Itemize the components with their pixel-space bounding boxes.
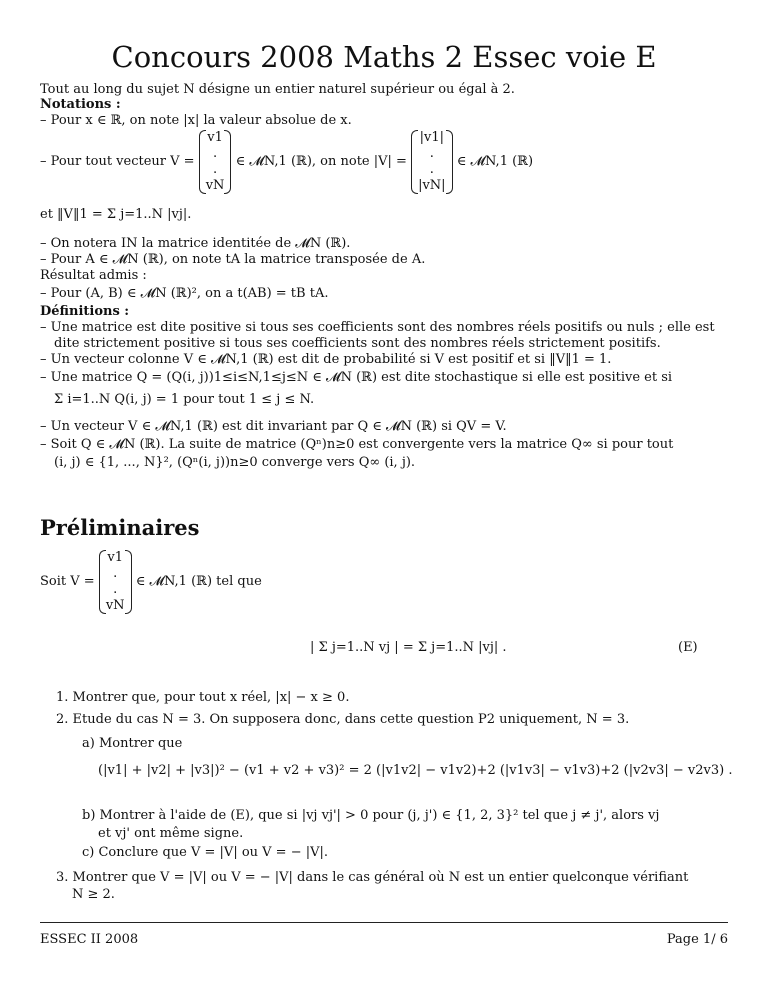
notation-vector-prefix: – Pour tout vecteur V = [40,154,195,169]
definitions-heading: Définitions : [40,304,130,319]
vector-entry: v1 [107,550,123,565]
question-2b-line2: et vj' ont même signe. [98,826,244,841]
vector-entry: . [429,162,434,177]
question-2b-line1: b) Montrer à l'aide de (E), que si |vj vj'| > 0 pour (j, j') ∈ {1, 2, 3}² tel que j ≠ j', alors vj [82,808,660,823]
vector-entry: . [113,582,118,597]
notations-heading: Notations : [40,97,121,112]
intro-text: Tout au long du sujet N désigne un entier naturel supérieur ou égal à 2. [40,82,515,97]
question-2c: c) Conclure que V = |V| ou V = − |V|. [82,845,329,860]
vector-v-matrix [99,550,132,614]
def-positive-line2: dite strictement positive si tous ses coefficients sont des nombres réels strictement positifs. [54,336,661,351]
notation-identity: – On notera IN la matrice identitée de 𝓜N (ℝ). [40,236,351,251]
admitted-heading: Résultat admis : [40,268,147,283]
admitted-result: – Pour (A, B) ∈ 𝓜N (ℝ)², on a t(AB) = tB tA. [40,286,329,301]
footer-rule [40,922,728,923]
vector-v-matrix [199,130,232,194]
section-title: Préliminaires [40,515,200,540]
notation-vector-suffix: ∈ 𝓜N,1 (ℝ) [456,154,534,169]
notation-vector-mid: ∈ 𝓜N,1 (ℝ), on note |V| = [235,154,407,169]
notation-transpose: – Pour A ∈ 𝓜N (ℝ), on note tA la matrice transposée de A. [40,252,426,267]
vector-entry: . [212,162,218,177]
def-positive-line1: – Une matrice est dite positive si tous ses coefficients sont des nombres réels positifs ou nuls ; elle est [40,320,715,335]
question-2a-formula: (|v1| + |v2| + |v3|)² − (v1 + v2 + v3)² = 2 (|v1v2| − v1v2)+2 (|v1v3| − v1v3)+2 (|v2v3| − v2v3) . [98,763,733,778]
soit-prefix: Soit V = [40,574,95,589]
footer-left: ESSEC II 2008 [40,932,139,947]
question-3-line1: 3. Montrer que V = |V| ou V = − |V| dans le cas général où N est un entier quelconque vérifiant [56,870,689,885]
norm-definition: et ‖V‖1 = Σ j=1..N |vj|. [40,207,192,222]
soit-block [40,550,262,614]
def-stochastic-line1: – Une matrice Q = (Q(i, j))1≤i≤N,1≤j≤N ∈ 𝓜N (ℝ) est dite stochastique si elle est positive et si [40,370,673,385]
vector-entry: vN [205,178,225,193]
def-invariant: – Un vecteur V ∈ 𝓜N,1 (ℝ) est dit invariant par Q ∈ 𝓜N (ℝ) si QV = V. [40,419,507,434]
vector-entry: . [113,566,118,581]
notation-vector-block [40,130,533,194]
def-stochastic-line2: Σ i=1..N Q(i, j) = 1 pour tout 1 ≤ j ≤ N. [54,392,315,407]
def-convergent-line1: – Soit Q ∈ 𝓜N (ℝ). La suite de matrice (Qⁿ)n≥0 est convergente vers la matrice Q∞ si pour tout [40,437,674,452]
vector-entry: vN [105,598,125,613]
vector-entry: v1 [207,130,223,145]
vector-entry: |vN| [418,178,446,193]
question-2a: a) Montrer que [82,736,183,751]
vector-entry: |v1| [419,130,444,145]
vector-entry: . [429,146,434,161]
footer-right: Page 1/ 6 [666,932,728,947]
question-1: 1. Montrer que, pour tout x réel, |x| − x ≥ 0. [56,690,350,705]
question-2: 2. Etude du cas N = 3. On supposera donc, dans cette question P2 uniquement, N = 3. [56,712,630,727]
document-title: Concours 2008 Maths 2 Essec voie E [111,40,657,74]
notation-absolute-value: – Pour x ∈ ℝ, on note |x| la valeur absolue de x. [40,113,352,128]
soit-suffix: ∈ 𝓜N,1 (ℝ) tel que [135,574,262,589]
vector-entry: . [212,146,218,161]
def-convergent-line2: (i, j) ∈ {1, ..., N}², (Qⁿ(i, j))n≥0 converge vers Q∞ (i, j). [54,455,416,470]
equation-e-tag: (E) [678,640,698,655]
equation-e: | Σ j=1..N vj | = Σ j=1..N |vj| . [310,640,507,655]
vector-abs-matrix [411,130,452,194]
question-3-line2: N ≥ 2. [72,887,115,902]
def-probability: – Un vecteur colonne V ∈ 𝓜N,1 (ℝ) est dit de probabilité si V est positif et si ‖V‖1 = 1. [40,352,612,367]
